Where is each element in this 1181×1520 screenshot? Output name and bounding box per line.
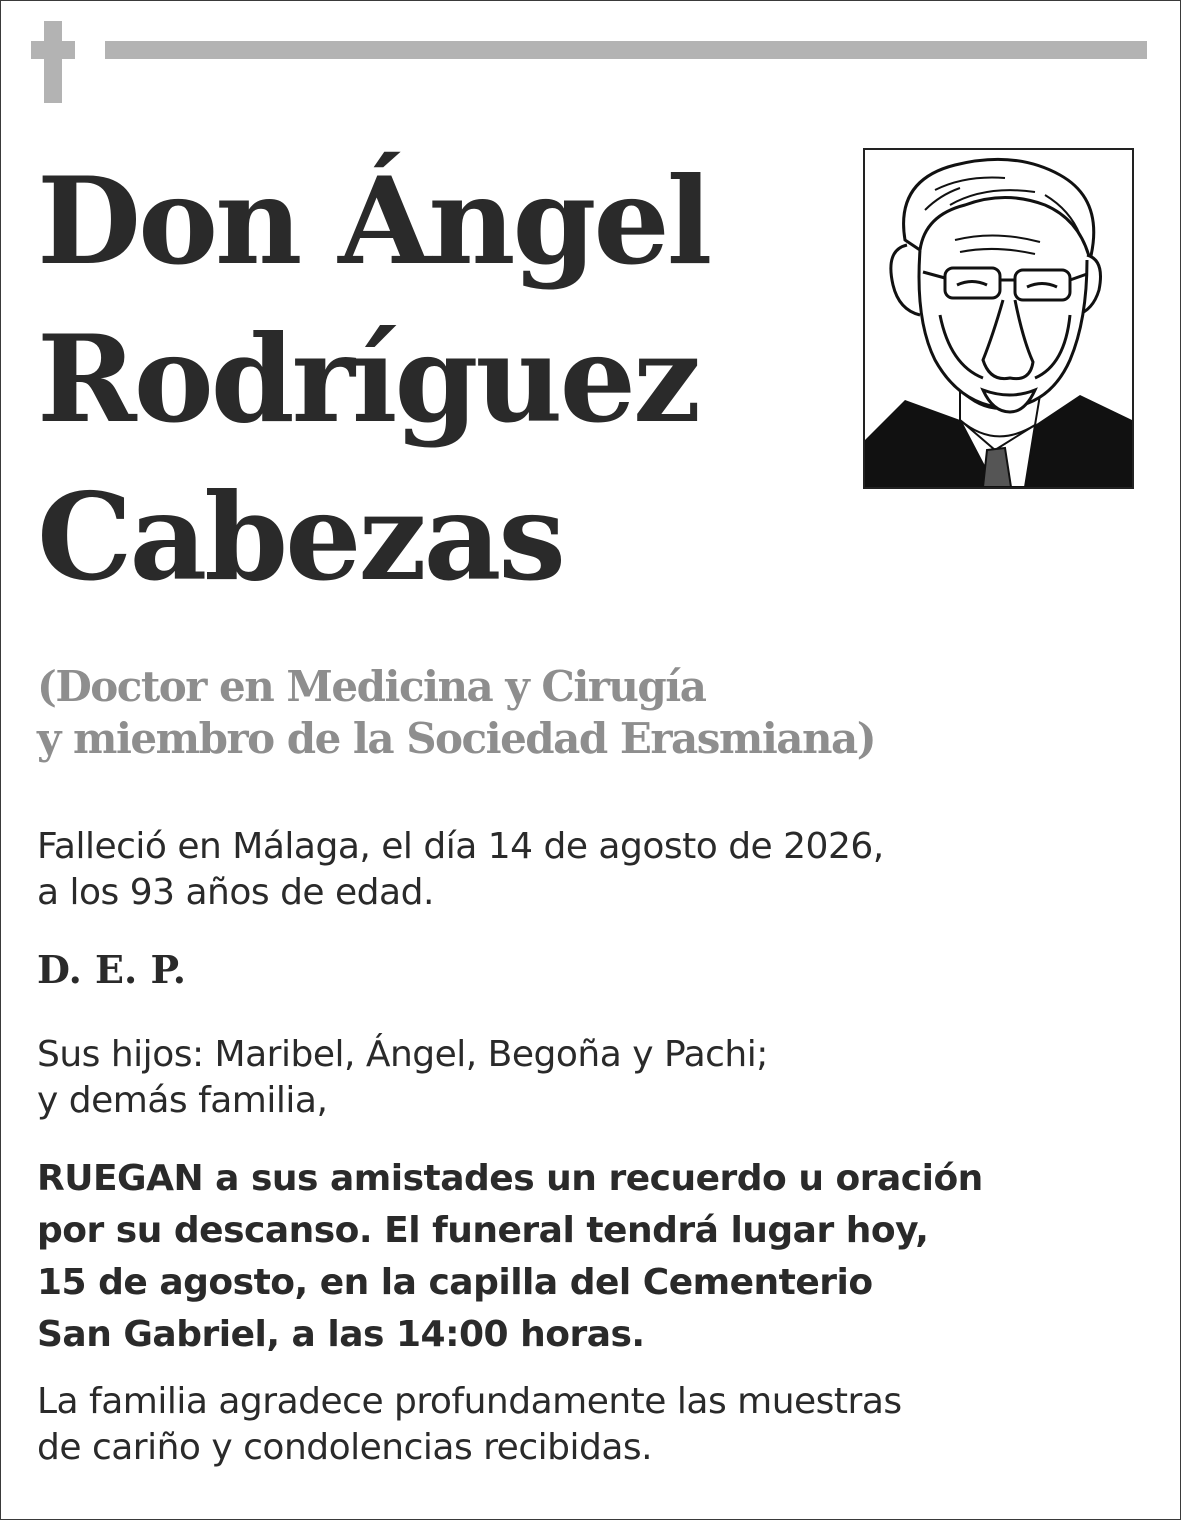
subtitle-line-2: y miembro de la Sociedad Erasmiana) bbox=[37, 714, 876, 763]
cross-icon bbox=[31, 21, 75, 103]
family-line-2: y demás familia, bbox=[37, 1080, 328, 1121]
death-info bbox=[37, 824, 1147, 916]
name-line-1: Don Ángel bbox=[37, 151, 710, 292]
name-line-2: Rodríguez bbox=[37, 309, 699, 450]
thanks-line-1: La familia agradece profundamente las muestras bbox=[37, 1381, 902, 1422]
funeral-request bbox=[37, 1153, 1147, 1361]
death-line-2: a los 93 años de edad. bbox=[37, 872, 434, 913]
request-line-4: San Gabriel, a las 14:00 horas. bbox=[37, 1314, 645, 1355]
death-line-1: Falleció en Málaga, el día 14 de agosto de 2026, bbox=[37, 826, 884, 867]
thanks-line-2: de cariño y condolencias recibidas. bbox=[37, 1427, 653, 1468]
request-line-2: por su descanso. El funeral tendrá lugar hoy, bbox=[37, 1210, 929, 1251]
request-line-3: 15 de agosto, en la capilla del Cementerio bbox=[37, 1262, 873, 1303]
portrait-caricature bbox=[863, 148, 1134, 489]
subtitle bbox=[37, 661, 1137, 765]
dep-text: D. E. P. bbox=[37, 947, 186, 992]
header-rule bbox=[105, 41, 1147, 59]
family-line-1: Sus hijos: Maribel, Ángel, Begoña y Pachi; bbox=[37, 1034, 768, 1075]
thanks-message bbox=[37, 1379, 1147, 1471]
request-line-1: RUEGAN a sus amistades un recuerdo u oración bbox=[37, 1158, 983, 1199]
deceased-name bbox=[37, 143, 847, 617]
name-line-3: Cabezas bbox=[37, 467, 563, 608]
family-info bbox=[37, 1032, 1147, 1124]
subtitle-line-1: (Doctor en Medicina y Cirugía bbox=[37, 662, 706, 711]
